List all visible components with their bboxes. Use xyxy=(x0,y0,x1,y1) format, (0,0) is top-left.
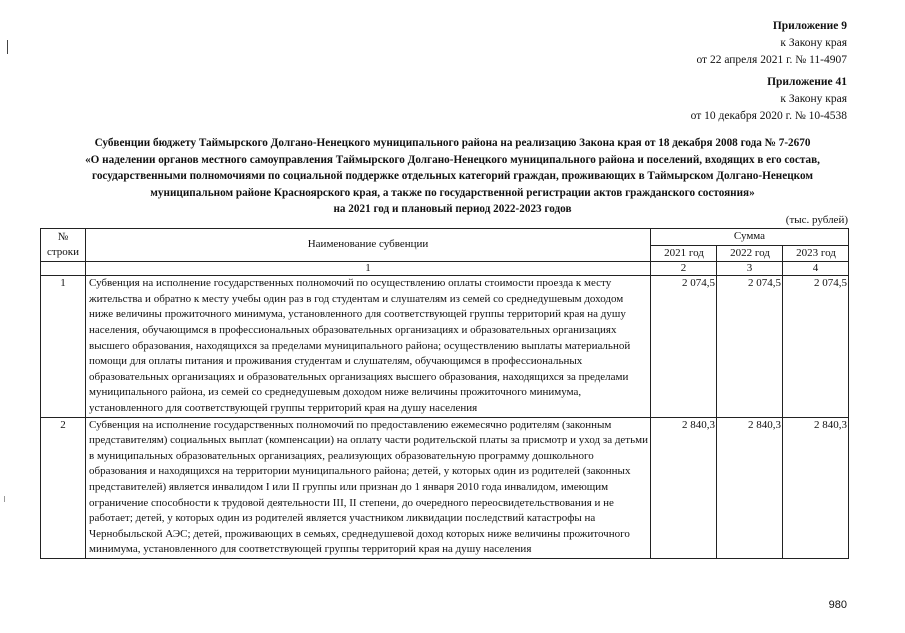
amount-2021: 2 840,3 xyxy=(651,417,717,558)
scan-margin-mark xyxy=(4,496,5,502)
index-cell: 2 xyxy=(651,262,717,276)
header-subvention-name: Наименование субвенции xyxy=(86,229,651,262)
header-year-2023: 2023 год xyxy=(783,245,849,262)
annex-law-line: к Закону края xyxy=(780,93,847,105)
row-number: 2 xyxy=(41,417,86,558)
header-row-number: № строки xyxy=(41,229,86,262)
index-cell: 1 xyxy=(86,262,651,276)
index-cell: 4 xyxy=(783,262,849,276)
document-title xyxy=(40,135,865,218)
header-year-2021: 2021 год xyxy=(651,245,717,262)
amount-2022: 2 074,5 xyxy=(717,276,783,417)
annex-title: Приложение 41 xyxy=(767,76,847,88)
index-cell: 3 xyxy=(717,262,783,276)
index-cell xyxy=(41,262,86,276)
annex-title: Приложение 9 xyxy=(772,20,847,32)
table-index-row xyxy=(41,262,849,276)
title-line: государственными полномочиями по социальной поддержке отдельных категорий граждан, проживающих в Таймырском Долгано-Ненецком xyxy=(92,170,813,183)
row-number: 1 xyxy=(41,276,86,417)
title-line: Субвенции бюджету Таймырского Долгано-Ненецкого муниципального района на реализацию Закона края от 18 декабря 2008 года № 7-2670 xyxy=(94,137,811,149)
table-header-row xyxy=(41,229,849,246)
subventions-table xyxy=(40,228,849,559)
subvention-name: Субвенция на исполнение государственных полномочий по осуществлению оплаты стоимости проезда к месту жительства и обратно к месту учебы один раз в год студентам и слушателям из семей со среднедушевым доходом ниже величины прожиточного минимума, установленного для соответствующей группы территорий края на душу населения, обучающимся в профессиональных образовательных организациях и образовательных организациях высшего образования, находящихся за пределами муниципального района; осуществлению выплаты материальной помощи для оплаты питания и проживания студентам и слушателям, обучающимся в профессиональных образовательных организациях и образовательных организациях высшего образования, находящихся за пределами муниципального района, из семей со среднедушевым доходом ниже величины прожиточного минимума, установленного для соответствующей группы территорий края на душу населения xyxy=(86,276,651,417)
title-line: муниципальном районе Красноярского края, а также по государственной регистрации актов гражданского состояния» xyxy=(150,186,755,199)
title-line: на 2021 год и плановый период 2022-2023 годов xyxy=(333,203,572,216)
title-line: «О наделении органов местного самоуправления Таймырского Долгано-Ненецкого муниципального района и поселений, входящих в его состав, xyxy=(85,153,820,166)
annex-law-line: к Закону края xyxy=(780,37,847,49)
header-sum: Сумма xyxy=(651,229,849,246)
annex-date-line: от 10 декабря 2020 г. № 10-4538 xyxy=(690,110,847,122)
subvention-name: Субвенция на исполнение государственных полномочий по предоставлению ежемесячно родителям (законным представителям) социальных выплат (компенсации) на оплату части родительской платы за присмотр и уход за детьми в муниципальных образовательных организациях, реализующих образовательную программу дошкольного образования и находящихся на территории муниципального района; детей, у которых один из родителей (законных представителей) является инвалидом I или II группы или признан до 1 января 2010 года инвалидом, имеющим ограничение способности к трудовой деятельности III, II степени, до очередного переосвидетельствования и не работает; детей, у которых один из родителей является участником ликвидации последствий катастрофы на Чернобыльской АЭС; детей, проживающих в семьях, среднедушевой доход которых ниже величины прожиточного минимума, установленного для соответствующей группы территорий края на душу населения xyxy=(86,417,651,558)
amount-2022: 2 840,3 xyxy=(717,417,783,558)
units-label: (тыс. рублей) xyxy=(785,214,848,226)
annex-date-line: от 22 апреля 2021 г. № 11-4907 xyxy=(696,54,847,66)
amount-2023: 2 840,3 xyxy=(783,417,849,558)
annex-9-header xyxy=(696,18,847,69)
table-row xyxy=(41,417,849,558)
scan-margin-mark xyxy=(7,40,8,54)
header-year-2022: 2022 год xyxy=(717,245,783,262)
amount-2021: 2 074,5 xyxy=(651,276,717,417)
page-number: 980 xyxy=(828,599,847,611)
amount-2023: 2 074,5 xyxy=(783,276,849,417)
annex-41-header xyxy=(691,74,847,125)
table-row xyxy=(41,276,849,417)
